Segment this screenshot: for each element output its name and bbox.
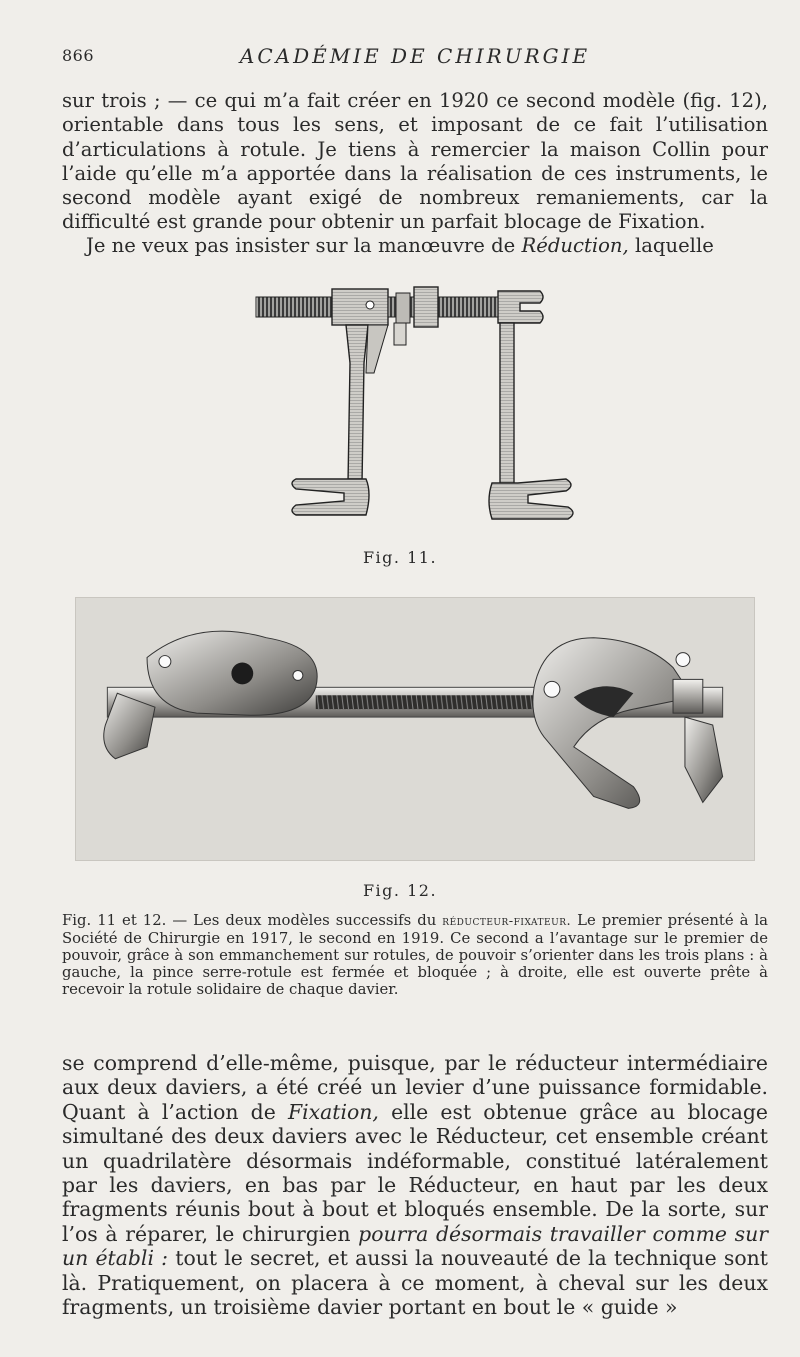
page-number: 866 <box>62 46 95 65</box>
paragraph-2 <box>62 234 768 258</box>
running-head: ACADÉMIE DE CHIRURGIE <box>239 44 591 68</box>
figure-12-photo <box>75 597 755 861</box>
caption-body: Le premier présenté à la Société de Chirurgie en 1917, le second en 1919. Ce second a l’avantage sur le premier de pouvoir, grâce à son emmanchement sur rotules, de pouvoir s’orienter dans les trois plans : à gauche, la pince serre-rotule est fermée et bloquée ; à droite, elle est ouverte prête à recevoir la rotule solidaire de chaque davier. <box>62 912 769 998</box>
figure-11-label: Fig. 11. <box>362 548 438 567</box>
figure-11-illustration <box>248 283 588 533</box>
paragraph-1: sur trois ; — ce qui m’a fait créer en 1920 ce second modèle (fig. 12), orientable dans tous les sens, et imposant de ce fait l’utilisation d’articulations à rotule. Je tiens à remercier la maison Collin pour l’aide qu’elle m’a apportée dans la réalisation de ces instruments, le second modèle ayant exigé de nombreux remaniements, car la difficulté est grande pour obtenir un parfait blocage de Fixation. <box>62 89 768 234</box>
paragraph-3-text-c: tout le secret, et aussi la nouveauté de la technique sont là. Pratiquement, on placera à ce moment, à cheval sur les deux fragments, un troisième davier portant en bout le « guide » <box>62 1246 768 1320</box>
paragraph-3-text-b: elle est obtenue grâce au blocage simultané des deux daviers avec le Réducteur, cet ensemble créant un quadrilatère désormais indéformable, constitué latéralement par les daviers, en bas par le Réducteur, en haut par les deux fragments réunis bout à bout et bloqués ensemble. De la sorte, sur l’os à réparer, le chirurgien <box>62 1099 768 1246</box>
paragraph-3 <box>62 1051 768 1319</box>
paragraph-3-text-a: se comprend d’elle-même, puisque, par le réducteur intermédiaire aux deux daviers, a été créé un levier d’une puissance formidable. Quant à l’action de <box>62 1051 768 1124</box>
caption-term: réducteur-fixateur. <box>442 914 572 929</box>
figure-12-label: Fig. 12. <box>362 881 438 900</box>
paragraph-2-text: Je ne veux pas insister sur la manœuvre de <box>86 234 522 257</box>
paragraph-3-emphasis-2: pourra désormais travailler comme sur un établi : <box>62 1221 768 1271</box>
caption-lead: Fig. 11 et 12. — Les deux modèles successifs du <box>62 912 443 929</box>
page-header <box>62 44 768 68</box>
figure-caption <box>62 912 768 998</box>
paragraph-3-emphasis-1: Fixation, <box>287 1099 379 1124</box>
paragraph-2-tail: laquelle <box>628 234 714 257</box>
paragraph-2-emphasis: Réduction, <box>521 234 629 257</box>
